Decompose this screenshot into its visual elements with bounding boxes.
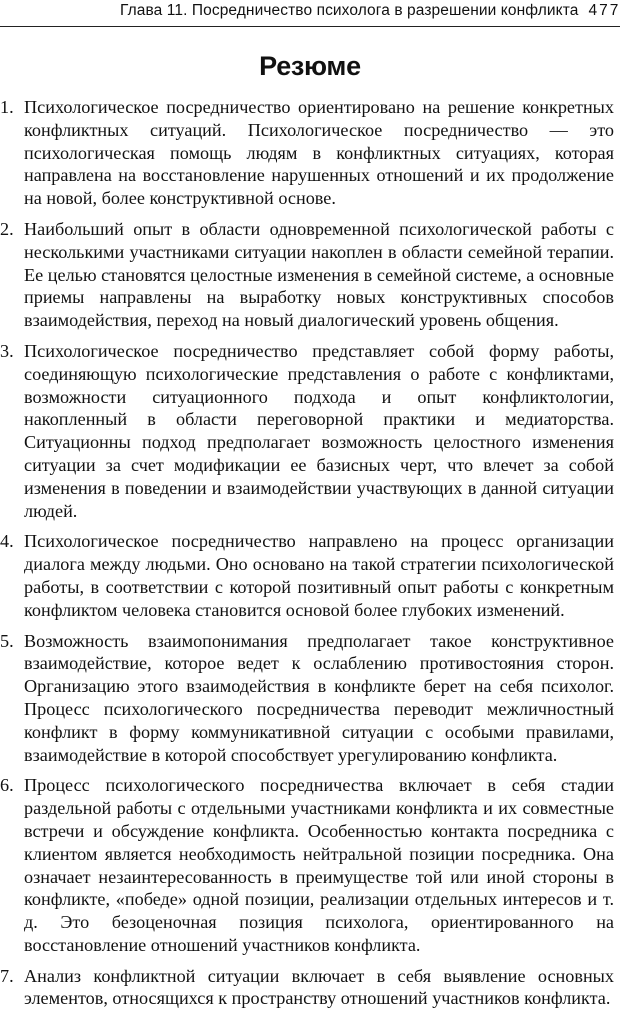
item-text: Возможность взаимопонимания предполагает такое конструктивное взаимодействие, которое ведет к ослаблению противостояния сторон. Организацию этого взаимодействия в конфликте берет на себя психолог. Процесс психологического посредничества переводит межличностный конфликт в форму коммуникативной ситуации с особыми правилами, взаимодействие в которой способствует урегулированию конфликта. [24, 630, 614, 765]
item-number: 1. [0, 97, 14, 117]
item-text: Анализ конфликтной ситуации включает в себя выявление основных элементов, относящихся к пространству отношений участников конфликта. [24, 965, 614, 1009]
summary-list [0, 96, 614, 1018]
header-rule [0, 26, 620, 27]
item-number: 6. [0, 775, 14, 796]
running-head [120, 2, 620, 20]
page-number: 477 [588, 2, 620, 19]
item-number: 3. [0, 340, 14, 361]
list-item [0, 218, 614, 332]
list-item [0, 965, 614, 1011]
item-number: 2. [0, 218, 14, 239]
item-text: Психологическое посредничество представляет собой форму работы, соединяющую психологические представления о работе с конфликтами, возможности ситуационного подхода и опыт конфликтологии, накопленный в области переговорной практики и медиаторства. Ситуационны подход предполагает возможность целостного изменения ситуации за счет модификации ее базисных черт, что влечет за собой изменения в поведении и взаимодействии участвующих в данной ситуации людей. [24, 340, 614, 521]
list-item [0, 530, 614, 621]
item-text: Психологическое посредничество ориентировано на решение конкретных конфликтных ситуаций. Психологическое посредничество — это психологическая помощь людям в конфликтных ситуациях, которая направлена на восстановление нарушенных отношений и их продолжение на новой, более конструктивной основе. [24, 97, 614, 209]
item-text: Наибольший опыт в области одновременной психологической работы с несколькими участниками ситуации накоплен в области семейной терапии. Ее целью становятся целостные изменения в семейной системе, а основные приемы направлены на выработку новых конструктивных способов взаимодействия, переход на новый диалогический уровень общения. [24, 218, 614, 331]
running-title: Глава 11. Посредничество психолога в разрешении конфликта [120, 2, 579, 19]
list-item [0, 96, 614, 210]
item-text: Психологическое посредничество направлено на процесс организации диалога между людьми. Оно основано на такой стратегии психологической работы, в соответствии с которой позитивный опыт работы с конкретным конфликтом человека становится основой более глубоких изменений. [24, 531, 614, 620]
list-item [0, 630, 614, 767]
item-number: 7. [0, 965, 14, 986]
list-item [0, 774, 614, 956]
list-item [0, 340, 614, 522]
item-number: 5. [0, 630, 14, 651]
item-text: Процесс психологического посредничества включает в себя стадии раздельной работы с отдельными участниками конфликта и их совместные встречи и обсуждение конфликта. Особенностью контакта посредника с клиентом является необходимость нейтральной позиции посредника. Она означает незаинтересованность в преимуществе той или иной стороны в конфликте, «победе» одной позиции, реализации отдельных интересов и т. д. Это безоценочная позиция психолога, ориентированного на восстановление отношений участников конфликта. [24, 775, 614, 955]
page-title: Резюме [259, 51, 361, 81]
item-number: 4. [0, 531, 14, 552]
